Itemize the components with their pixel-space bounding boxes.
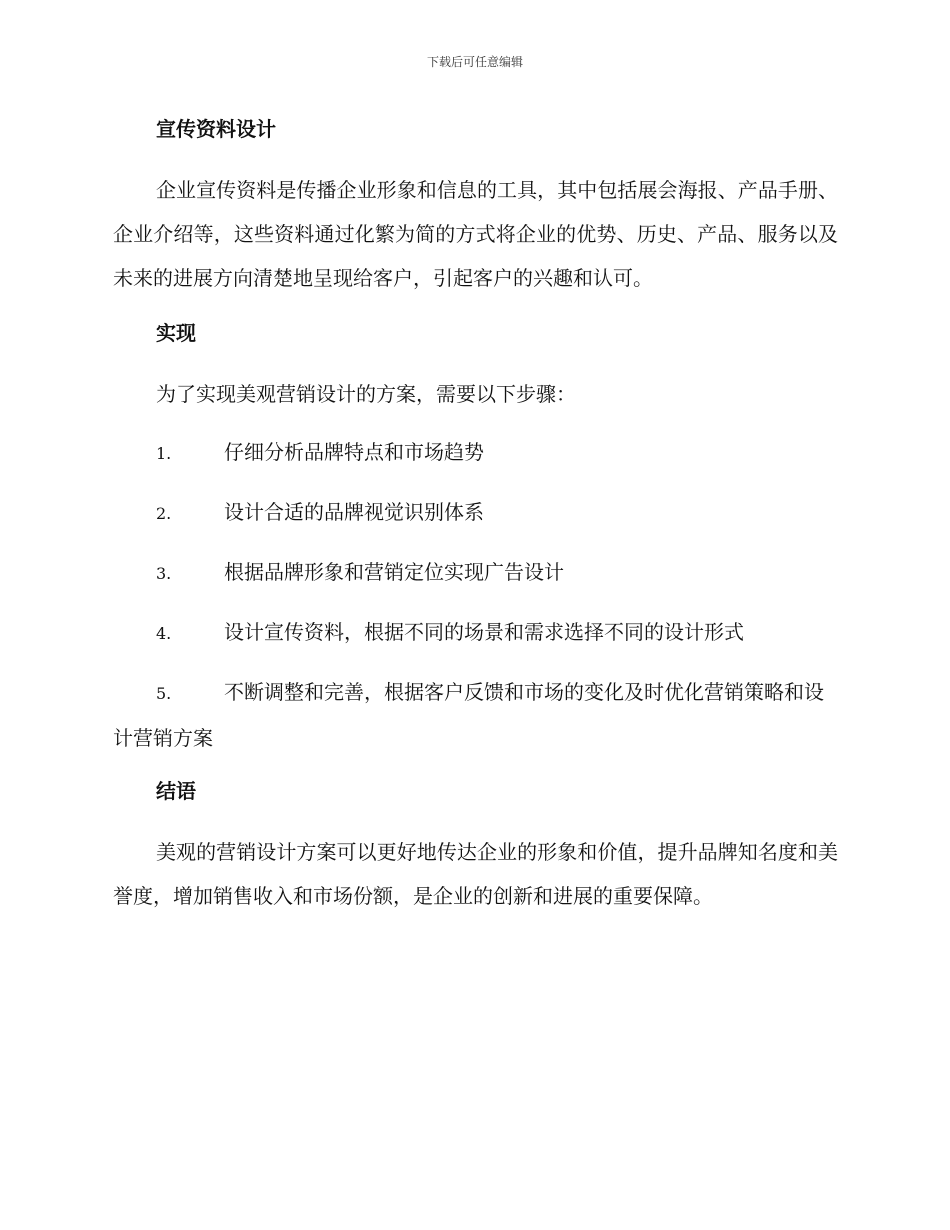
step-item-3 [113,550,838,596]
paragraph-conclusion: 美观的营销设计方案可以更好地传达企业的形象和价值，提升品牌知名度和美誉度，增加销售收入和市场份额，是企业的创新和进展的重要保障。 [113,840,838,908]
heading-promo: 宣传资料设计 [156,117,276,141]
paragraph-implementation-intro: 为了实现美观营销设计的方案，需要以下步骤： [156,382,576,406]
paragraph-promo: 企业宣传资料是传播企业形象和信息的工具，其中包括展会海报、产品手册、企业介绍等，这些资料通过化繁为简的方式将企业的优势、历史、产品、服务以及未来的进展方向清楚地呈现给客户，引起客户的兴趣和认可。 [113,178,838,290]
heading-conclusion: 结语 [156,779,196,803]
step-number: 2. [156,504,172,523]
step-item-1 [113,430,838,476]
step-text: 根据品牌形象和营销定位实现广告设计 [224,560,564,584]
document-body [113,112,838,918]
heading-implementation: 实现 [156,321,196,345]
header-note: 下载后可任意编辑 [426,55,523,69]
step-number: 1. [156,444,172,463]
step-text: 仔细分析品牌特点和市场趋势 [224,440,484,464]
step-number: 4. [156,624,172,643]
step-text: 设计宣传资料，根据不同的场景和需求选择不同的设计形式 [224,620,744,644]
step-text: 设计合适的品牌视觉识别体系 [224,500,484,524]
step-number: 5. [156,684,172,703]
step-item-5 [113,670,838,760]
step-item-2 [113,490,838,536]
step-text: 不断调整和完善，根据客户反馈和市场的变化及时优化营销策略和设计营销方案 [113,680,824,750]
step-item-4 [113,610,838,656]
step-number: 3. [156,564,172,583]
